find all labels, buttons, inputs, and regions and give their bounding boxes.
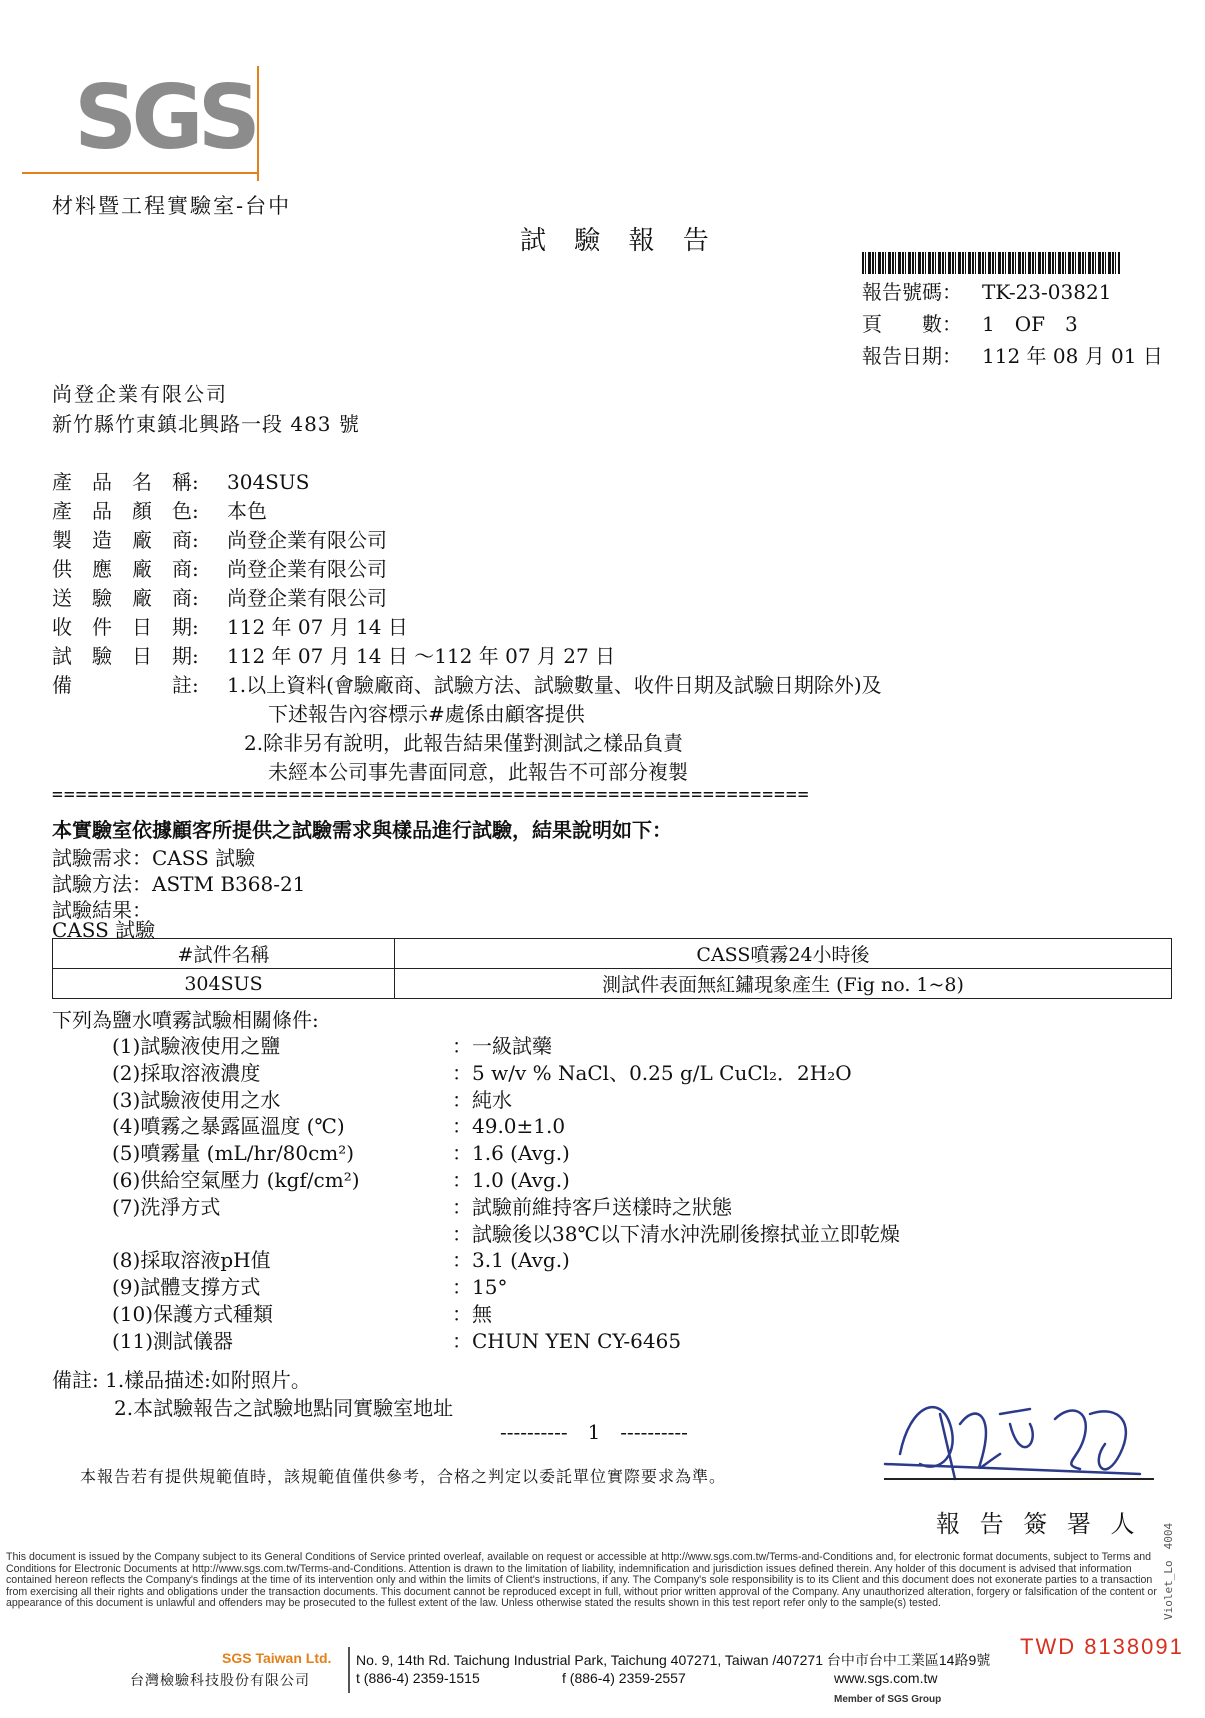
legal-fine-print (6, 1552, 1161, 1610)
test-method-label: 試驗方法： (52, 872, 152, 896)
info-label: 產 品 名 稱: (52, 470, 199, 494)
condition-value: ：純水 (452, 1088, 512, 1112)
condition-value: ：無 (452, 1302, 492, 1326)
condition-value: ：49.0±1.0 (452, 1114, 566, 1138)
info-label: 收 件 日 期: (52, 615, 199, 639)
info-row-test-date (52, 640, 615, 669)
fine-print-text: . Attention is drawn to the limitation of liability, indemnification and jurisdiction issues defined therein. Any holder of this document is advised that information contained hereon reflects the Company's findings at the time of its intervention only and within the limits of Client's instructions, if any. The Company's sole responsibility is to its Client and this document does not exonerate parties to a transaction from exercising all their rights and obligations under the transaction documents. This document cannot be reproduced except in full, without prior written approval of the Company. Any unauthorized alteration, forgery or falsification of the content or appearance of this document is unlawful and offenders may be prosecuted to the fullest extent of the law. Unless otherwise stated the results shown in this test report refer only to the sample(s) tested. (6, 1562, 1157, 1609)
condition-value: ：3.1 (Avg.) (452, 1248, 570, 1272)
test-requirement-label: 試驗需求： (52, 846, 152, 870)
info-row-received-date (52, 611, 408, 640)
condition-label: (11)測試儀器 (112, 1329, 234, 1353)
test-result-label: 試驗結果： (52, 898, 152, 922)
info-value: 304SUS (227, 470, 310, 494)
info-value: 尚登企業有限公司 (227, 528, 387, 552)
condition-label: (7)洗淨方式 (112, 1195, 221, 1219)
info-value: 112 年 07 月 14 日 (227, 615, 408, 639)
table-row (53, 969, 1172, 999)
info-row-submitter (52, 582, 387, 611)
remarks-label: 備 註: (52, 673, 199, 697)
test-requirement (52, 842, 255, 871)
condition-value: ：5 w/v % NaCl、0.25 g/L CuCl₂．2H₂O (452, 1061, 852, 1085)
condition-label: (10)保護方式種類 (112, 1302, 274, 1326)
report-title: 試 驗 報 告 (520, 226, 719, 256)
info-value: 尚登企業有限公司 (227, 557, 387, 581)
company-name-zh: 台灣檢驗科技股份有限公司 (130, 1673, 310, 1689)
logo-rule-horizontal (22, 172, 257, 174)
condition-label: (5)噴霧量 (mL/hr/80cm²) (112, 1141, 355, 1165)
company-name-en: SGS Taiwan Ltd. (222, 1650, 332, 1666)
remarks-line: 2.除非另有說明，此報告結果僅對測試之樣品負責 (244, 731, 684, 755)
condition-value: ：1.6 (Avg.) (452, 1141, 570, 1165)
page-count (862, 308, 1078, 337)
info-value: 尚登企業有限公司 (227, 586, 387, 610)
client-name: 尚登企業有限公司 (52, 382, 228, 406)
info-row-product-name (52, 466, 309, 495)
signer-label: 報 告 簽 署 人 (936, 1510, 1141, 1538)
condition-value: ：15° (452, 1275, 508, 1299)
company-tel: t (886-4) 2359-1515 (356, 1670, 480, 1686)
page-count-value: 1 OF 3 (982, 312, 1078, 336)
condition-value: ：試驗前維持客戶送樣時之狀態 (452, 1195, 732, 1219)
note-line: 備註: 1.樣品描述:如附照片。 (52, 1368, 311, 1392)
condition-value: ：1.0 (Avg.) (452, 1168, 570, 1192)
info-value: 112 年 07 月 14 日 ～112 年 07 月 27 日 (227, 644, 616, 668)
condition-value: ：一級試藥 (452, 1034, 552, 1058)
test-section-title: CASS 試驗 (52, 918, 156, 942)
note-line: 2.本試驗報告之試驗地點同實驗室地址 (114, 1396, 454, 1420)
signature-line (884, 1478, 1154, 1480)
condition-value: ：試驗後以38℃以下清水沖洗刷後擦拭並立即乾燥 (452, 1222, 900, 1246)
report-number-value: TK-23-03821 (982, 280, 1112, 304)
test-method-value: ASTM B368-21 (152, 872, 306, 896)
condition-value: ：CHUN YEN CY-6465 (452, 1329, 682, 1353)
fine-print-text: and, for electronic format documents, subject to Terms and Conditions for Electronic Documents at (6, 1551, 1152, 1575)
condition-label: (6)供給空氣壓力 (kgf/cm²) (112, 1168, 360, 1192)
condition-label: (9)試體支撐方式 (112, 1275, 261, 1299)
condition-label: (8)採取溶液pH值 (112, 1248, 271, 1272)
results-table (52, 938, 1172, 999)
conditions-title: 下列為鹽水噴霧試驗相關條件: (52, 1008, 319, 1032)
test-method (52, 868, 305, 897)
remarks-line: 1.以上資料(會驗廠商、試驗方法、試驗數量、收件日期及試驗日期除外)及 (227, 673, 882, 697)
report-date (862, 340, 1163, 369)
info-row-supplier (52, 553, 387, 582)
info-label: 供 應 廠 商: (52, 557, 199, 581)
table-header-row (53, 939, 1172, 969)
table-header-cell: CASS噴霧24小時後 (395, 939, 1172, 969)
footer-divider (348, 1647, 350, 1693)
terms-link[interactable]: http://www.sgs.com.tw/Terms-and-Conditions (661, 1551, 873, 1563)
info-label: 產 品 顏 色: (52, 499, 199, 523)
disclaimer-text: 本報告若有提供規範值時，該規範值僅供參考，合格之判定以委託單位實際要求為準。 (80, 1467, 727, 1486)
test-intro: 本實驗室依據顧客所提供之試驗需求與樣品進行試驗，結果說明如下： (52, 818, 672, 842)
condition-label: (2)採取溶液濃度 (112, 1061, 261, 1085)
report-number-label: 報告號碼： (862, 280, 962, 304)
report-date-label: 報告日期： (862, 344, 962, 368)
condition-label: (4)噴霧之暴露區溫度 (℃) (112, 1114, 345, 1138)
lab-name: 材料暨工程實驗室-台中 (52, 194, 292, 218)
table-cell: 304SUS (53, 969, 395, 999)
condition-label: (3)試驗液使用之水 (112, 1088, 281, 1112)
condition-label: (1)試驗液使用之鹽 (112, 1034, 281, 1058)
test-requirement-value: CASS 試驗 (152, 846, 256, 870)
member-of-group: Member of SGS Group (834, 1694, 942, 1705)
report-date-value: 112 年 08 月 01 日 (982, 344, 1163, 368)
company-address: No. 9, 14th Rd. Taichung Industrial Park, Taichung 407271, Taiwan /407271 台中市台中工業區14路9號 (356, 1652, 991, 1668)
separator-line: ================================================================ (52, 784, 810, 805)
info-label: 送 驗 廠 商: (52, 586, 199, 610)
info-label: 製 造 廠 商: (52, 528, 199, 552)
company-website[interactable]: www.sgs.com.tw (834, 1670, 938, 1686)
table-header-cell: #試件名稱 (53, 939, 395, 969)
side-stamp: Violet_Lo 4004 (1162, 1522, 1175, 1620)
page-marker: ---------- 1 ---------- (500, 1420, 688, 1444)
page-count-label: 頁 數： (862, 312, 962, 336)
info-row-manufacturer (52, 524, 387, 553)
remarks-line: 下述報告內容標示#處係由顧客提供 (268, 702, 585, 726)
info-label: 試 驗 日 期: (52, 644, 199, 668)
table-cell: 測試件表面無紅鏽現象產生 (Fig no. 1~8) (395, 969, 1172, 999)
info-row-product-color (52, 495, 267, 524)
terms-link[interactable]: http://www.sgs.com.tw/Terms-and-Conditions (192, 1562, 404, 1575)
fine-print-text: This document is issued by the Company subject to its General Conditions of Service printed overleaf, available on request or accessible at (6, 1551, 662, 1563)
info-value: 本色 (227, 499, 267, 523)
remarks-line: 未經本公司事先書面同意，此報告不可部分複製 (268, 760, 688, 784)
serial-number: TWD 8138091 (1020, 1634, 1184, 1659)
remarks-row (52, 669, 882, 698)
sgs-logo: SGS (74, 66, 255, 169)
logo-rule-vertical (257, 66, 259, 181)
client-address: 新竹縣竹東鎮北興路一段 483 號 (52, 412, 360, 436)
report-number (862, 276, 1111, 305)
barcode-icon (862, 252, 1120, 274)
company-fax: f (886-4) 2359-2557 (562, 1670, 686, 1686)
